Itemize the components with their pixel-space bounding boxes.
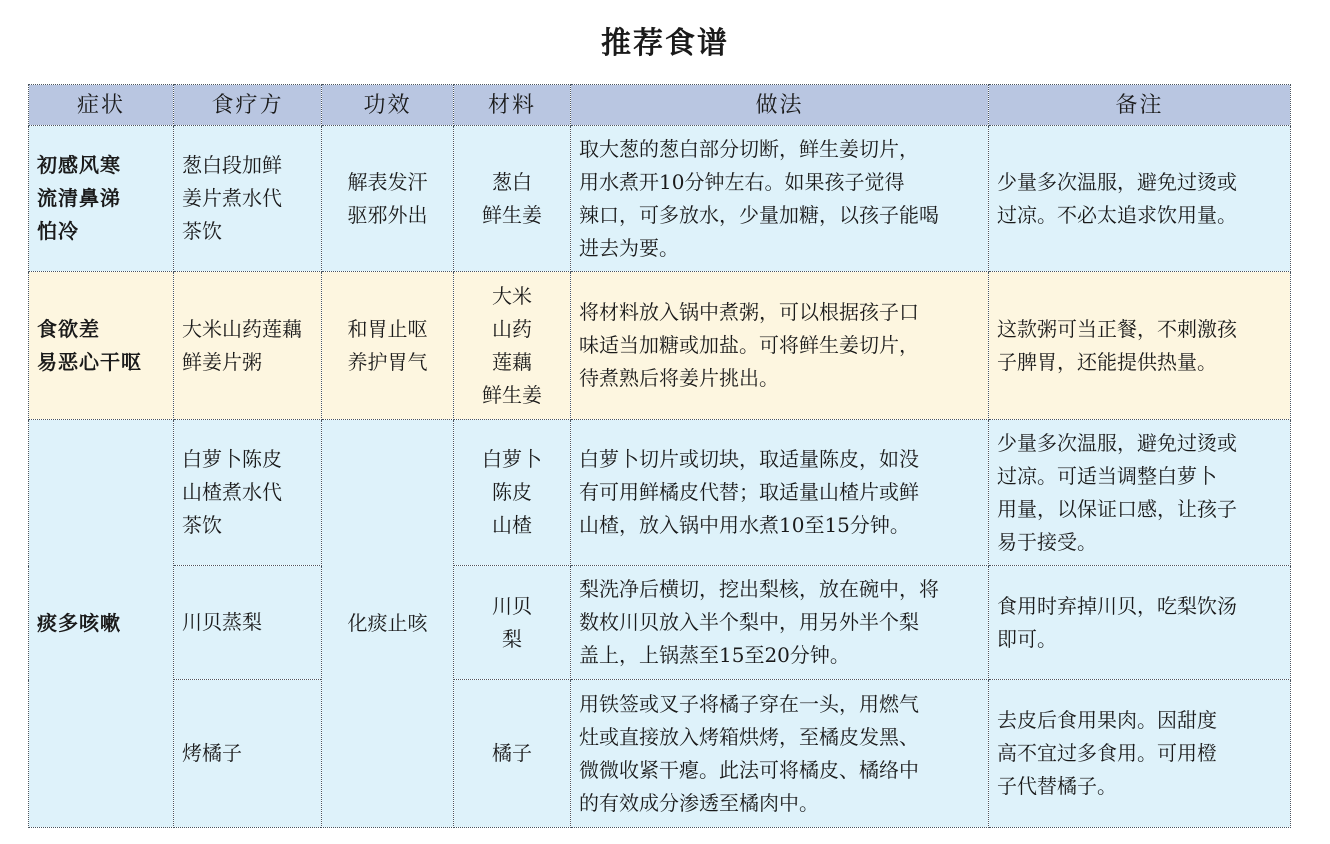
method-cell: 梨洗净后横切，挖出梨核，放在碗中，将 数枚川贝放入半个梨中，用另外半个梨 盖上，上锅蒸至15至20分钟。: [571, 566, 989, 680]
materials-cell: 白萝卜 陈皮 山楂: [454, 420, 571, 566]
materials-cell: 大米 山药 莲藕 鲜生姜: [454, 272, 571, 420]
effect-cell: 化痰止咳: [322, 420, 454, 828]
recipe-cell: 白萝卜陈皮 山楂煮水代 茶饮: [174, 420, 322, 566]
recipe-cell: 葱白段加鲜 姜片煮水代 茶饮: [174, 126, 322, 272]
table-row: [29, 126, 1291, 272]
table-row: [29, 272, 1291, 420]
header-row: [29, 85, 1291, 126]
note-cell: 少量多次温服，避免过烫或 过凉。不必太追求饮用量。: [989, 126, 1291, 272]
recipe-table: [28, 84, 1291, 828]
materials-cell: 川贝 梨: [454, 566, 571, 680]
note-cell: 少量多次温服，避免过烫或 过凉。可适当调整白萝卜 用量，以保证口感，让孩子 易于接受。: [989, 420, 1291, 566]
symptom-cell: 食欲差 易恶心干呕: [29, 272, 174, 420]
note-cell: 食用时弃掉川贝，吃梨饮汤 即可。: [989, 566, 1291, 680]
recipe-cell: 川贝蒸梨: [174, 566, 322, 680]
header-effect: 功效: [322, 85, 454, 126]
effect-cell: 解表发汗 驱邪外出: [322, 126, 454, 272]
note-cell: 去皮后食用果肉。因甜度 高不宜过多食用。可用橙 子代替橘子。: [989, 680, 1291, 828]
table-row: [29, 680, 1291, 828]
header-materials: 材料: [454, 85, 571, 126]
method-cell: 取大葱的葱白部分切断，鲜生姜切片， 用水煮开10分钟左右。如果孩子觉得 辣口，可多放水，少量加糖，以孩子能喝 进去为要。: [571, 126, 989, 272]
effect-cell: 和胃止呕 养护胃气: [322, 272, 454, 420]
header-note: 备注: [989, 85, 1291, 126]
method-cell: 白萝卜切片或切块，取适量陈皮，如没 有可用鲜橘皮代替；取适量山楂片或鲜 山楂，放入锅中用水煮10至15分钟。: [571, 420, 989, 566]
recipe-cell: 烤橘子: [174, 680, 322, 828]
note-cell: 这款粥可当正餐，不刺激孩 子脾胃，还能提供热量。: [989, 272, 1291, 420]
page-title: 推荐食谱: [601, 26, 729, 61]
method-cell: 将材料放入锅中煮粥，可以根据孩子口 味适当加糖或加盐。可将鲜生姜切片， 待煮熟后将姜片挑出。: [571, 272, 989, 420]
recipe-cell: 大米山药莲藕 鲜姜片粥: [174, 272, 322, 420]
method-cell: 用铁签或叉子将橘子穿在一头，用燃气 灶或直接放入烤箱烘烤，至橘皮发黑、 微微收紧干瘪。此法可将橘皮、橘络中 的有效成分渗透至橘肉中。: [571, 680, 989, 828]
table-row: [29, 420, 1291, 566]
table-row: [29, 566, 1291, 680]
header-recipe: 食疗方: [174, 85, 322, 126]
header-symptom: 症状: [29, 85, 174, 126]
header-method: 做法: [571, 85, 989, 126]
symptom-cell: 痰多咳嗽: [29, 420, 174, 828]
symptom-cell: 初感风寒 流清鼻涕 怕冷: [29, 126, 174, 272]
materials-cell: 葱白 鲜生姜: [454, 126, 571, 272]
materials-cell: 橘子: [454, 680, 571, 828]
